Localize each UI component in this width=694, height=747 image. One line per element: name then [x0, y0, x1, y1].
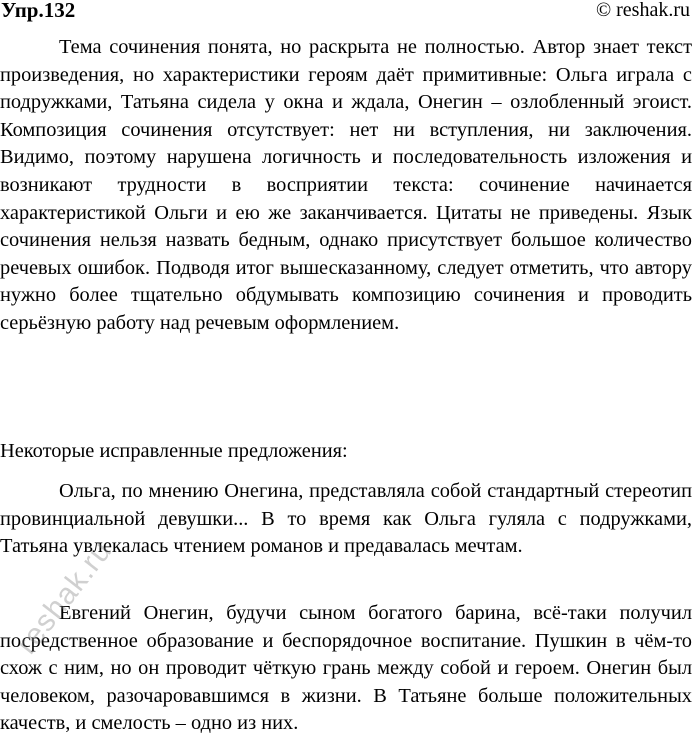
- exercise-title: Упр.132: [1, 0, 76, 22]
- corrected-paragraph-2: Евгений Онегин, будучи сыном богатого барина, всё-таки получил посредственное образование и беспорядочное воспитание. Пушкин в чём-то схож с ним, но он проводит чёткую грань между собой и героем. Онегин был человеком, разочаровавшимся в жизни. В Татьяне больше положительных качеств, и смелость – одно из них.: [0, 602, 692, 735]
- corrected-sentences-heading: Некоторые исправленные предложения:: [0, 440, 348, 462]
- page-header: [0, 0, 694, 24]
- watermark: reshak.ru: [10, 534, 119, 661]
- corrected-paragraph-1: Ольга, по мнению Онегина, представляла собой стандартный стереотип провинциальной девушки... В то время как Ольга гуляла с подружками, Татьяна увлекалась чтением романов и предавалась мечтам.: [0, 480, 692, 558]
- site-copyright: © reshak.ru: [595, 0, 690, 21]
- review-paragraph: Тема сочинения понята, но раскрыта не полностью. Автор знает текст произведения, но характеристики героям даёт примитивные: Ольга играла с подружками, Татьяна сидела у окна и ждала, Онегин – озлобленный эгоист. Композиция сочинения отсутствует: нет ни вступления, ни заключения. Видимо, поэтому нарушена логичность и последовательность изложения и возникают трудности в восприятии текста: сочинение начинается характеристикой Ольги и ею же заканчивается. Цитаты не приведены. Язык сочинения нельзя назвать бедным, однако присутствует большое количество речевых ошибок. Подводя итог вышесказанному, следует отметить, что автору нужно более тщательно обдумывать композицию сочинения и проводить серьёзную работу над речевым оформлением.: [0, 36, 692, 334]
